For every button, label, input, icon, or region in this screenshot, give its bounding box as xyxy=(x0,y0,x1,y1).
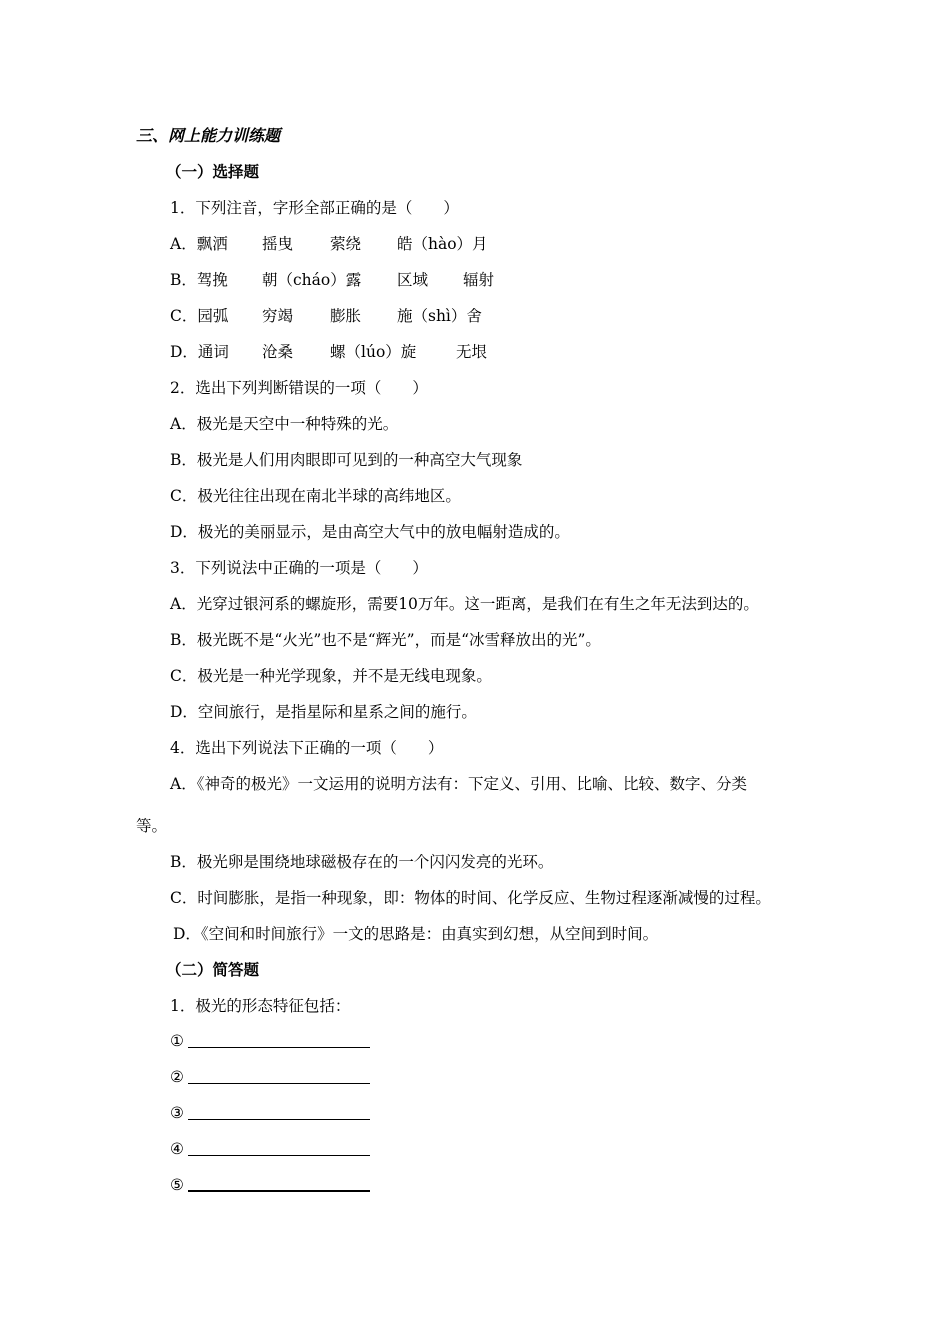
q1-option-a-1: A．飘洒 xyxy=(170,235,228,253)
answer-marker-2: ② xyxy=(170,1068,184,1086)
answer-blank-5[interactable] xyxy=(188,1190,370,1192)
q2-option-c: C．极光往往出现在南北半球的高纬地区。 xyxy=(170,487,461,505)
part1-title: （一）选择题 xyxy=(166,163,260,181)
q4-option-d: D．《空间和时间旅行》一文的思路是：由真实到幻想，从空间到时间。 xyxy=(173,925,659,943)
q1-option-c-1: C．园弧 xyxy=(170,307,229,325)
part2-title: （二）简答题 xyxy=(166,961,260,979)
answer-marker-4: ④ xyxy=(170,1140,184,1158)
q1-option-c-2: 穷竭 xyxy=(262,307,294,325)
q3-option-a: A．光穿过银河系的螺旋形，需要10万年。这一距离，是我们在有生之年无法到达的。 xyxy=(170,595,759,613)
q1-option-b-2: 朝（cháo）露 xyxy=(262,271,362,289)
q3-option-d: D．空间旅行，是指星际和星系之间的施行。 xyxy=(170,703,477,721)
answer-marker-3: ③ xyxy=(170,1104,184,1122)
q4-option-b: B．极光卵是围绕地球磁极存在的一个闪闪发亮的光环。 xyxy=(170,853,554,871)
q1-option-d-3: 螺（lúo）旋 xyxy=(330,343,417,361)
q1-option-d-2: 沧桑 xyxy=(262,343,294,361)
answer-blank-4[interactable] xyxy=(188,1155,370,1156)
q1-option-c-4: 施（shì）舍 xyxy=(397,307,482,325)
q3-option-c: C．极光是一种光学现象，并不是无线电现象。 xyxy=(170,667,492,685)
q4-stem: 4．选出下列说法下正确的一项（ ） xyxy=(170,739,444,757)
q1-option-c-3: 膨胀 xyxy=(330,307,362,325)
q4-option-a-line1: A．《神奇的极光》一文运用的说明方法有：下定义、引用、比喻、比较、数字、分类 xyxy=(170,775,747,793)
answer-marker-5: ⑤ xyxy=(170,1176,184,1194)
q1-option-a-3: 萦绕 xyxy=(330,235,362,253)
q1-option-b-1: B．驾挽 xyxy=(170,271,228,289)
q1-option-a-2: 摇曳 xyxy=(262,235,294,253)
q1-stem: 1．下列注音，字形全部正确的是（ ） xyxy=(170,199,459,217)
q2-stem: 2．选出下列判断错误的一项（ ） xyxy=(170,379,428,397)
q4-option-a-line2: 等。 xyxy=(136,817,168,835)
q1-option-a-4: 皓（hào）月 xyxy=(397,235,488,253)
q2-option-a: A．极光是天空中一种特殊的光。 xyxy=(170,415,399,433)
q2-option-d: D．极光的美丽显示，是由高空大气中的放电幅射造成的。 xyxy=(170,523,570,541)
short-answer-q1-stem: 1．极光的形态特征包括： xyxy=(170,997,351,1015)
q3-stem: 3．下列说法中正确的一项是（ ） xyxy=(170,559,428,577)
q2-option-b: B．极光是人们用肉眼即可见到的一种高空大气现象 xyxy=(170,451,523,469)
q1-option-b-4: 辐射 xyxy=(463,271,495,289)
answer-blank-2[interactable] xyxy=(188,1083,370,1084)
answer-blank-3[interactable] xyxy=(188,1119,370,1120)
q1-option-d-4: 无垠 xyxy=(456,343,488,361)
q1-option-d-1: D．通词 xyxy=(170,343,229,361)
q1-option-b-3: 区域 xyxy=(397,271,429,289)
section-title: 三、网上能力训练题 xyxy=(136,126,281,145)
q4-option-c: C．时间膨胀，是指一种现象，即：物体的时间、化学反应、生物过程逐渐减慢的过程。 xyxy=(170,889,771,907)
answer-marker-1: ① xyxy=(170,1032,184,1050)
answer-blank-1[interactable] xyxy=(188,1047,370,1048)
q3-option-b: B．极光既不是“火光”也不是“辉光”，而是“冰雪释放出的光”。 xyxy=(170,631,601,649)
